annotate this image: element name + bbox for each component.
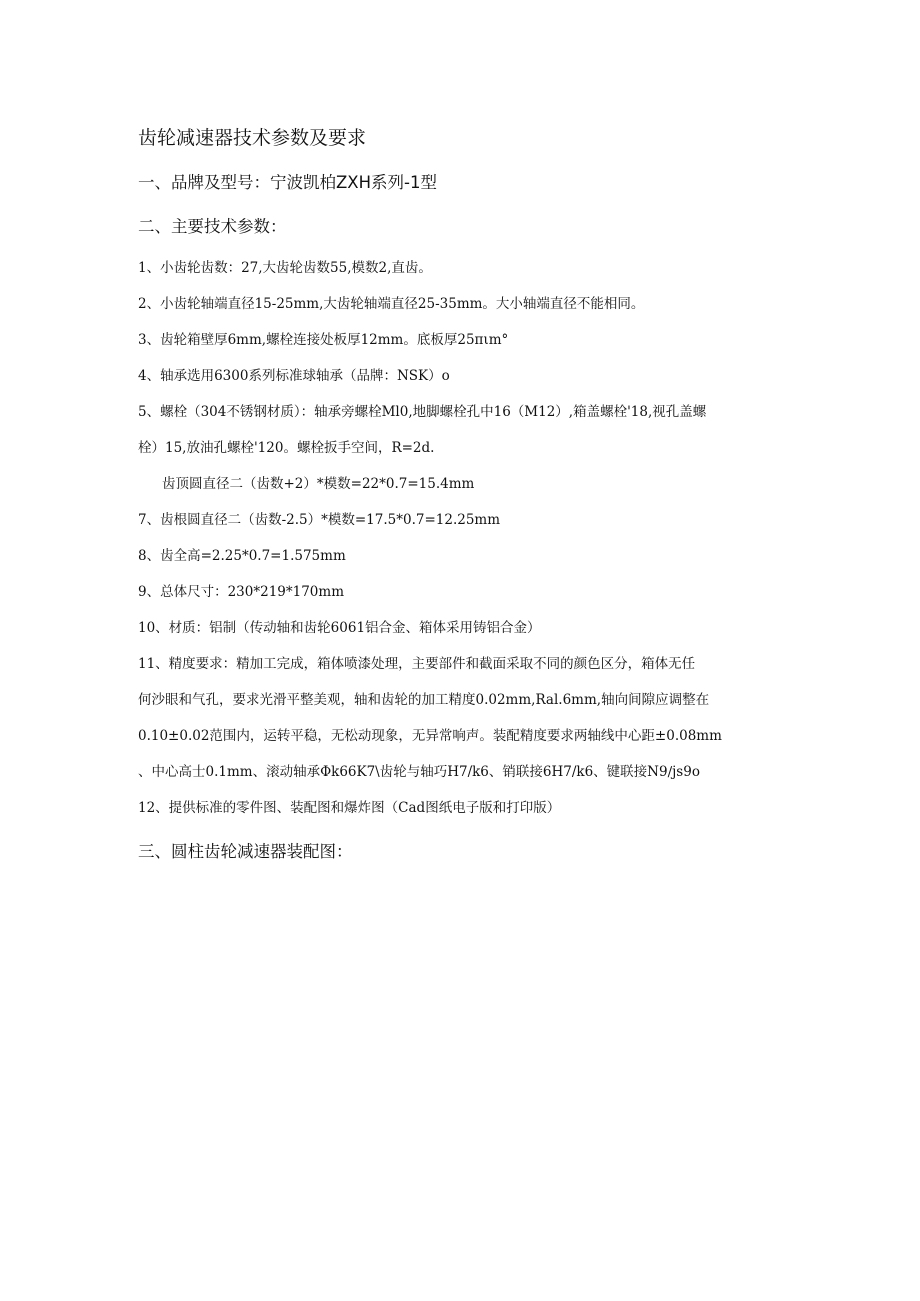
param-item-10: 10、材质：铝制（传动轴和齿轮6061铝合金、箱体采用铸铝合金） (138, 620, 541, 636)
param-item-1: 1、小齿轮齿数：27,大齿轮齿数55,模数2,直齿。 (138, 260, 432, 276)
param-item-11-line: 何沙眼和气孔，要求光滑平整美观，轴和齿轮的加工精度0.02mm,Ral.6mm,轴向间隙应调整在 (138, 692, 710, 708)
param-item-4: 4、轴承选用6300系列标准球轴承（品牌：NSK）o (138, 368, 450, 384)
section-main-parameters: 二、主要技术参数： (138, 217, 287, 236)
param-item-5 (138, 394, 778, 466)
param-item-9: 9、总体尺寸：230*219*170mm (138, 584, 344, 600)
param-item-11-line: 0.10±0.02范围内，运转平稳，无松动现象，无异常响声。装配精度要求两轴线中心距±0.08mm (138, 728, 722, 744)
param-item-tip-diameter: 齿顶圆直径二（齿数+2）*模数=22*0.7=15.4mm (162, 476, 475, 492)
param-item-7: 7、齿根圆直径二（齿数-2.5）*模数=17.5*0.7=12.25mm (138, 512, 501, 528)
section-assembly-drawing: 三、圆柱齿轮减速器装配图： (138, 842, 353, 861)
param-item-5-line: 栓）15,放油孔螺栓'120。螺栓扳手空间，R=2d. (138, 440, 435, 456)
param-item-11-line: 、中心高士0.1mm、滚动轴承Φk66K7\齿轮与轴巧H7/k6、销联接6H7/k6、键联接N9∕js9o (138, 764, 700, 780)
param-item-11 (138, 646, 778, 790)
param-item-5-line: 5、螺栓（304不锈钢材质）：轴承旁螺栓Ml0,地脚螺栓孔中16（M12）,箱盖螺栓'18,视孔盖螺 (138, 404, 707, 420)
param-item-2: 2、小齿轮轴端直径15-25mm,大齿轮轴端直径25-35mm。大小轴端直径不能相同。 (138, 296, 645, 312)
param-item-3: 3、齿轮箱壁厚6mm,螺栓连接处板厚12mm。底板厚25πιm° (138, 332, 509, 348)
param-item-12: 12、提供标准的零件图、装配图和爆炸图（Cad图纸电子版和打印版） (138, 800, 561, 816)
param-item-11-line: 11、精度要求：精加工完成，箱体喷漆处理，主要部件和截面采取不同的颜色区分，箱体无任 (138, 656, 696, 672)
section-brand-model: 一、品牌及型号：宁波凯柏ZXH系列-1型 (138, 173, 437, 192)
document-title: 齿轮减速器技术参数及要求 (138, 127, 367, 149)
param-item-8: 8、齿全高=2.25*0.7=1.575mm (138, 548, 346, 564)
